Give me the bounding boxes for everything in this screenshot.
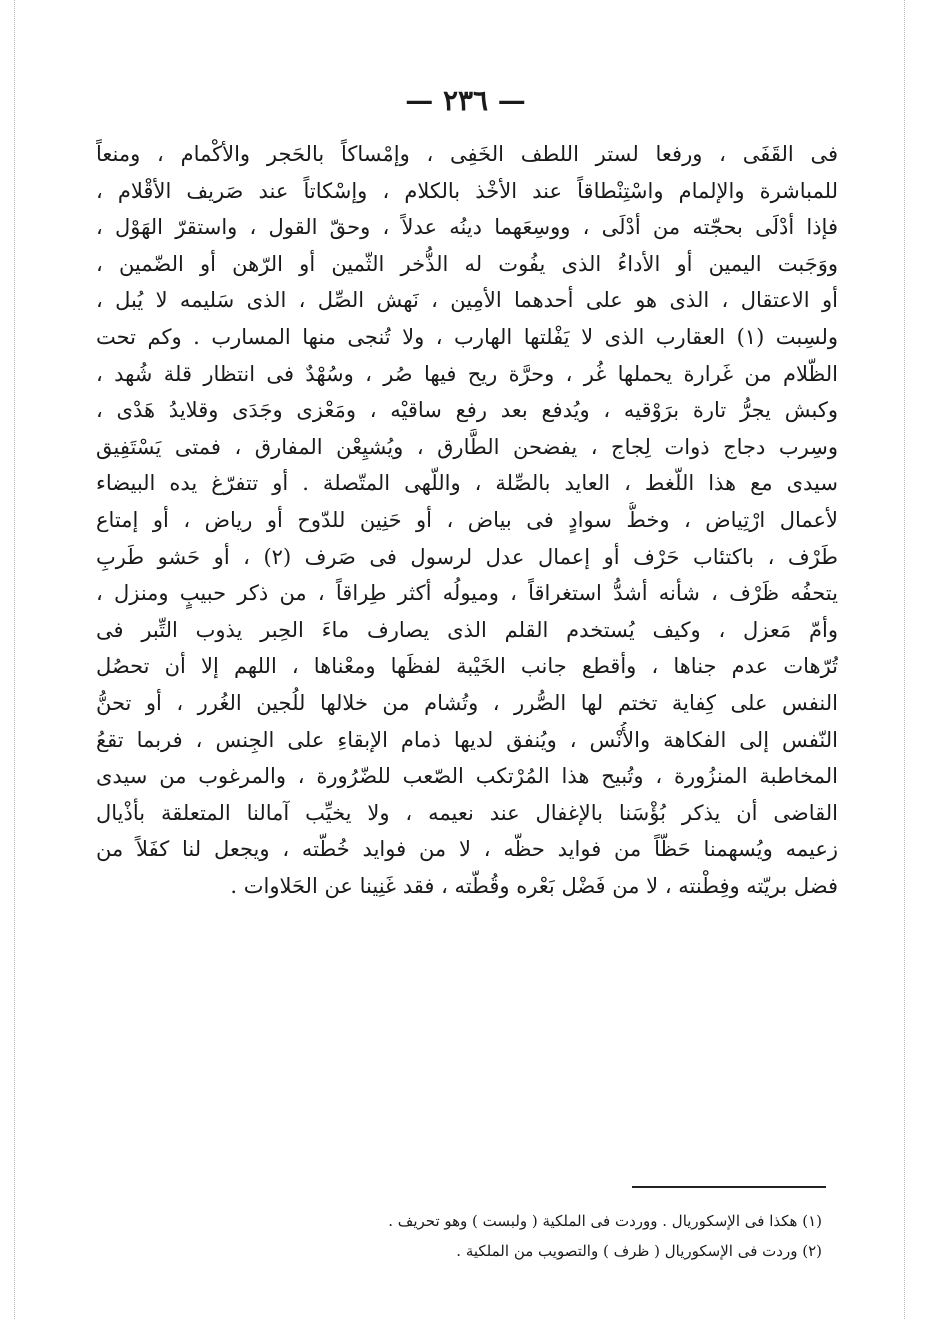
- footnote: (١) هكذا فى الإسكوريال . ووردت فى الملكية ( ولبست ) وهو تحريف .: [388, 1212, 822, 1230]
- text-line: سيدى مع هذا اللّغط ، العايد بالصِّلة ، واللّهى المتّصلة . أو تتفرّغ يده البيضاء: [96, 471, 838, 496]
- text-line: الظّلام من غَرارة يحملها غُر ، وحرَّة ريح فيها صُر ، وسُهْدٌ فى انتظار قلة شُهد ،: [96, 361, 838, 386]
- text-line: فى القَفَى ، ورفعا لستر اللطف الخَفِى ، وإمْساكاً بالحَجر والأكْمام ، ومنعاً: [96, 142, 838, 166]
- footnotes: [96, 1206, 822, 1266]
- text-line: القاضى أن يذكر بُؤْسَنا بالإغفال عند نعيمه ، ولا يخيِّب آمالنا المتعلقة بأذْيال: [96, 800, 838, 825]
- footnote-separator: [632, 1186, 826, 1188]
- text-line: ووَجَبت اليمين أو الأداءُ الذى يفُوت له الذُّخر الثّمين أو الرّهن أو الضّمين ،: [96, 251, 838, 276]
- text-line: فضل بريّته وفِطْنته ، لا من فَضْل بَعْره وقُطّته ، فقد غَنِينا عن الحَلاوات .: [230, 873, 838, 898]
- page-edge-right: [904, 0, 905, 1319]
- text-line: أو الاعتقال ، الذى هو على أحدهما الأمِين ، نَهش الصِّل ، الذى سَليمه لا يُبل ،: [96, 288, 838, 313]
- text-line: فإذا أدْلَى بحجّته من أدْلَى ، ووسِعَهما دينُه عدلاً ، وحقّ القول ، واستقرّ الهَوْل ،: [96, 215, 838, 240]
- text-line: وسِرب دجاج ذوات لِجاج ، يفضحن الطَّارق ، ويُشيِعْن المفارق ، فمتى يَسْتَفِيق: [96, 434, 838, 459]
- text-line: وكبش يجرُّ تارة برَوْقيه ، ويُدفع بعد رفع ساقيْه ، ومَعْزى وجَدَى وقلايدُ هَدْى ،: [96, 398, 838, 423]
- text-line: المخاطبة المنزُورة ، وتُبيح هذا المُرْتكب الصّعب للضّرُورة ، والمرغوب من سيدى: [96, 764, 838, 789]
- text-line: ولسِبت (١) العقارب الذى لا يَفْلتها الهارب ، ولا تُنجى منها المسارب . وكم تحت: [96, 324, 838, 349]
- page-edge-left: [14, 0, 15, 1319]
- page-number: — ٢٣٦ —: [405, 84, 526, 117]
- text-line: وأمّ مَعزل ، وكيف يُستخدم القلم الذى يصارف ماءَ الحِبر يذوب التِّبر فى: [96, 617, 838, 642]
- text-line: للمباشرة والإلمام واسْتِنْطاقاً عند الأخْذ بالكلام ، وإسْكاتاً عند صَريف الأقْلام ،: [96, 178, 838, 203]
- text-line: النّفس إلى الفكاهة والأُنْس ، ويُنفق لديها ذمام الإبقاءِ على الجِنس ، فربما تقعُ: [96, 727, 838, 752]
- footnote: (٢) وردت فى الإسكوريال ( ظرف ) والتصويب من الملكية .: [456, 1242, 822, 1260]
- text-line: طَرْف ، باكتئاب حَرْف أو إعمال عدل لرسول فى صَرف (٢) ، أو حَشو طَربِ: [96, 544, 838, 569]
- text-line: زعيمه ويُسهمنا حَظّاً من فوايد حظّه ، لا من فوايد خُطّته ، ويجعل لنا كفَلاً من: [96, 837, 838, 862]
- text-line: تُرّهات عدم جناها ، وأقطع جانب الخَيْبة لفظَها ومعْناها ، اللهم إلا أن تحصُل: [96, 654, 838, 679]
- text-line: لأعمال ارْتِياض ، وخطُّ سوادٍ فى بياض ، أو حَنِين للدّوح أو رياض ، أو إمتاع: [96, 507, 838, 532]
- text-line: النفس على كِفاية تختم لها الصُّرر ، وتُشام من خلالها للُجين الغُرر ، أو تحنُّ: [96, 690, 838, 715]
- text-line: يتحفُه ظَرْف ، شأنه أشدُّ استغراقاً ، وميولُه أكثر طِراقاً ، من ذكر حبيبٍ ومنزل ،: [96, 581, 838, 606]
- body-text: [96, 136, 838, 904]
